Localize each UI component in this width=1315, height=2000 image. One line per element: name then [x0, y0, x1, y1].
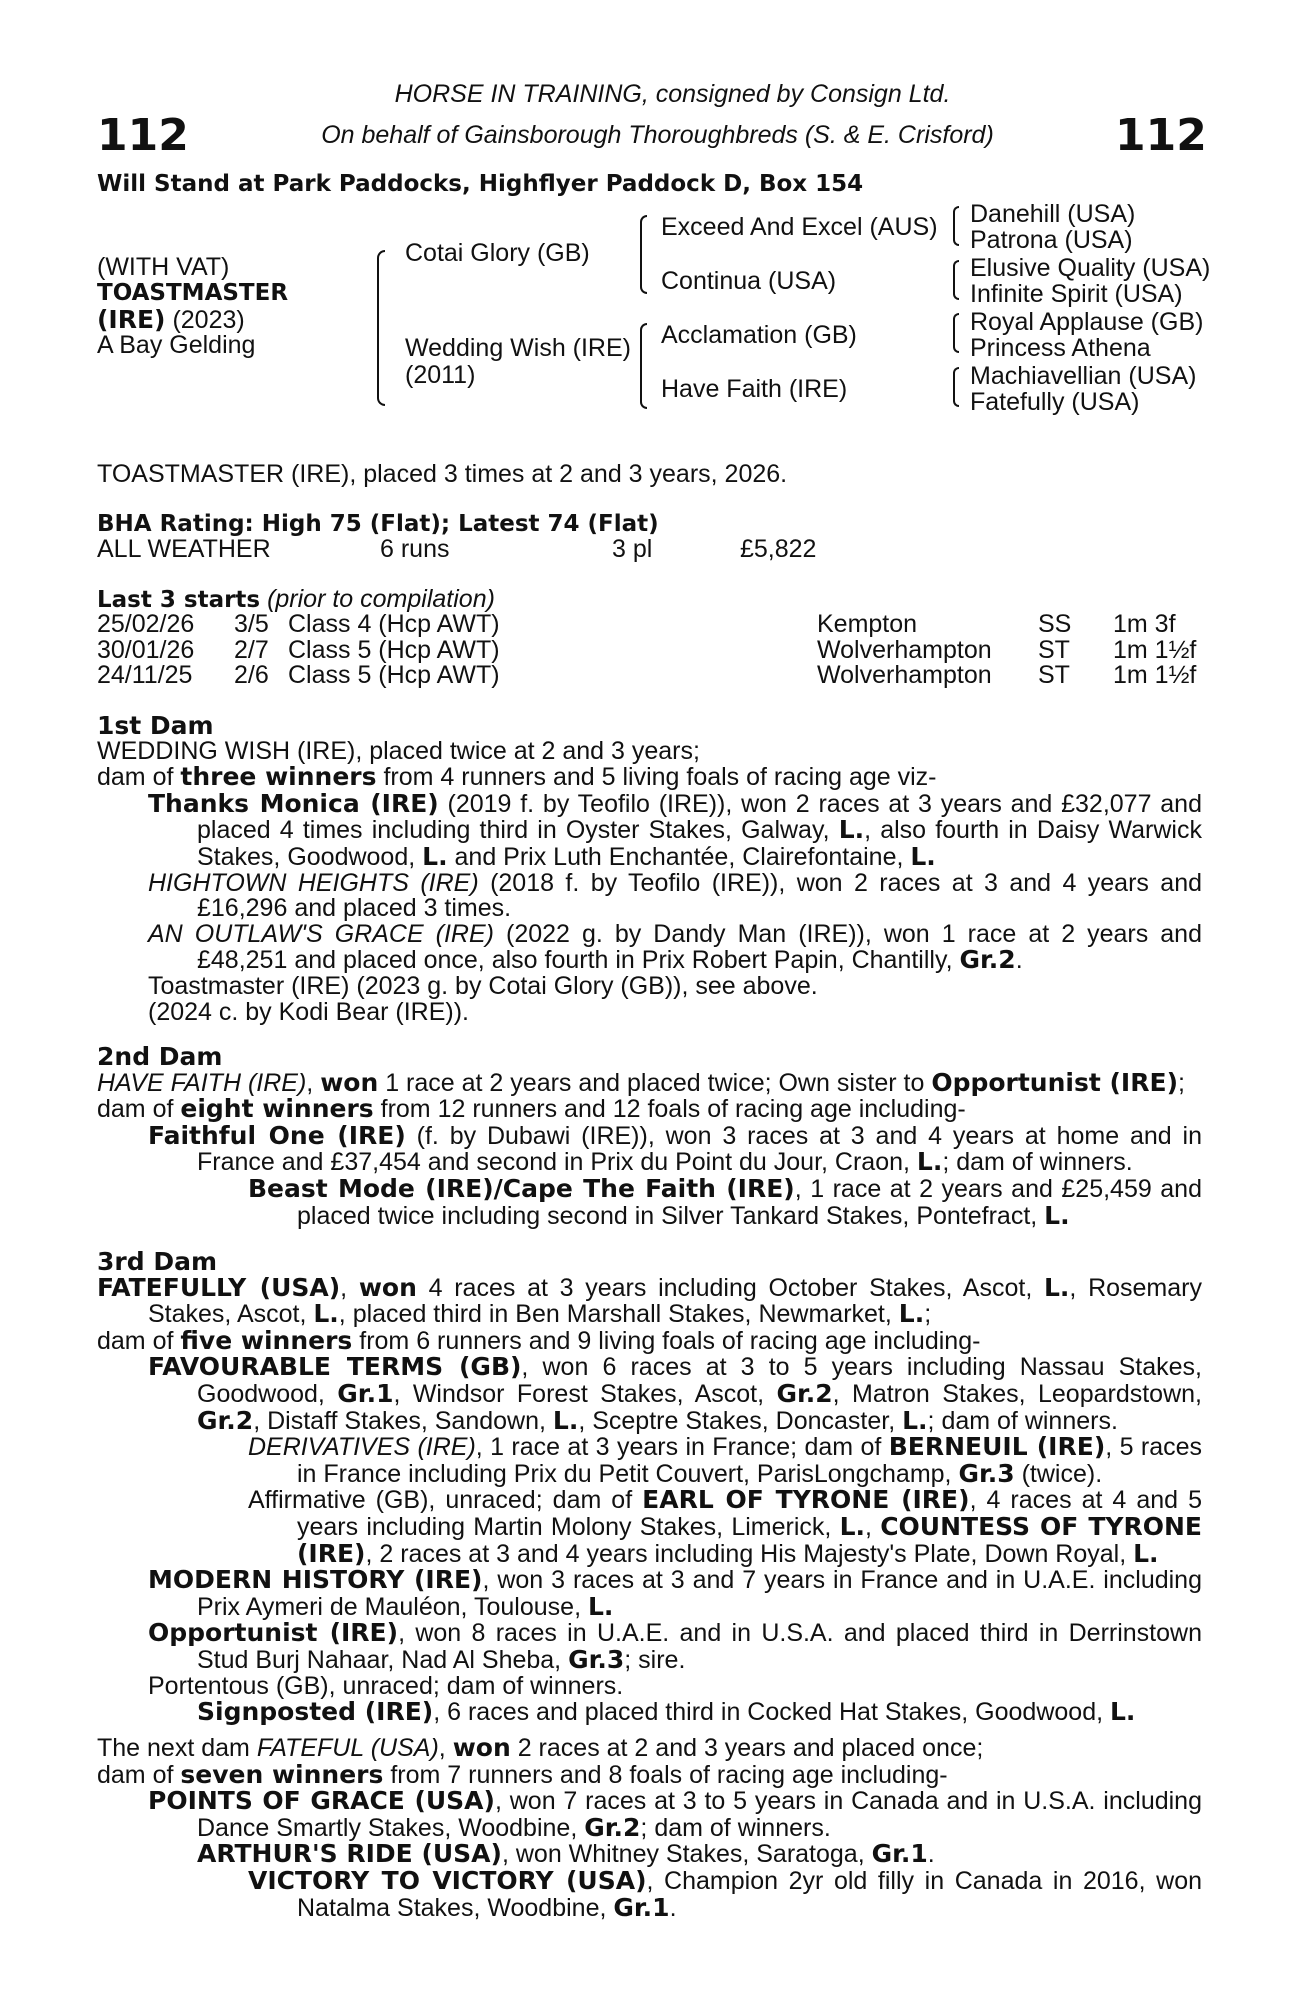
start-distance: 1m 1½f	[1113, 635, 1197, 664]
rating-placed: 3 pl	[612, 535, 653, 563]
pedigree-brace-ss	[953, 206, 959, 246]
text: Affirmative (GB), unraced; dam of	[248, 1486, 643, 1515]
third-dam-line2	[97, 1325, 1202, 1355]
start-distance: 1m 1½f	[1113, 661, 1197, 690]
start-position: 2/7	[234, 635, 269, 664]
text: ,	[865, 1512, 881, 1541]
text: , Windsor Forest Stakes, Ascot,	[393, 1379, 777, 1408]
text: , Sceptre Stakes, Doncaster,	[578, 1406, 903, 1435]
text: 4 races at 3 years including October Stakes, Ascot,	[416, 1273, 1044, 1302]
sibling-name: Opportunist (IRE)	[931, 1067, 1178, 1097]
pedigree-brace-sire	[640, 215, 647, 294]
pedigree-dam-year: (2011)	[405, 361, 476, 389]
race-grade: Gr.2	[584, 1812, 641, 1842]
pedigree-sire: Cotai Glory (GB)	[405, 239, 590, 267]
race-grade: Gr.2	[959, 945, 1016, 975]
race-grade: Gr.1	[871, 1839, 928, 1869]
text: , won 6 races at 3 to 5 years including Nassau Stakes, Goodwood,	[197, 1353, 1202, 1408]
progeny-entry: (2024 c. by Kodi Bear (IRE)).	[148, 997, 469, 1026]
text: ;	[924, 1300, 932, 1329]
start-position: 3/5	[234, 610, 269, 638]
text: dam of	[97, 1760, 181, 1789]
text: , won 3 races at 3 and 7 years in France and in U.A.E. including Prix Aymeri de Mauléon, Toulouse,	[197, 1566, 1202, 1621]
text: ,	[438, 1734, 453, 1762]
race-grade: L.	[838, 815, 865, 845]
pedigree-dam-dam: Have Faith (IRE)	[661, 375, 848, 403]
text: , placed third in Ben Marshall Stakes, Newmarket,	[338, 1300, 899, 1329]
winners-count: five winners	[180, 1325, 353, 1355]
race-grade: Gr.1	[337, 1378, 394, 1408]
vat-note: (WITH VAT)	[97, 253, 230, 281]
race-grade: Gr.1	[613, 1892, 670, 1922]
progeny-entry: Toastmaster (IRE) (2023 g. by Cotai Glory (GB)), see above.	[148, 971, 818, 1000]
start-position: 2/6	[234, 661, 269, 690]
pedigree-brace-dam	[640, 323, 647, 409]
text: dam of	[97, 1326, 181, 1355]
start-going: SS	[1038, 610, 1072, 638]
text: , 1 race at 2 years and £25,459 and placed twice including second in Silver Tankard Stakes, Pontefract,	[297, 1174, 1202, 1230]
header-on-behalf: On behalf of Gainsborough Thoroughbreds (S. & E. Crisford)	[321, 121, 994, 149]
stand-location: Will Stand at Park Paddocks, Highflyer Paddock D, Box 154	[97, 171, 864, 197]
progeny-entry	[97, 1699, 1202, 1726]
progeny-entry	[97, 1434, 1202, 1487]
progeny-name: MODERN HISTORY (IRE)	[148, 1565, 483, 1595]
text: (2022 g. by Dandy Man (IRE)), won 1 race at 2 years and £48,251 and placed once, also fourth in Prix Robert Papin, Chantilly,	[197, 919, 1202, 975]
race-grade: L.	[587, 1591, 614, 1621]
race-grade: L.	[313, 1299, 339, 1329]
pedigree-sds: Elusive Quality (USA)	[970, 254, 1211, 282]
start-distance: 1m 3f	[1113, 610, 1176, 638]
text: from 7 runners and 8 foals of racing age including-	[383, 1760, 948, 1789]
start-going: ST	[1038, 661, 1070, 690]
text: ; dam of winners.	[942, 1148, 1133, 1177]
progeny-name: AN OUTLAW'S GRACE (IRE)	[148, 919, 494, 948]
progeny-entry: Portentous (GB), unraced; dam of winners.	[148, 1671, 624, 1700]
bha-rating: BHA Rating: High 75 (Flat); Latest 74 (Flat)	[97, 511, 659, 537]
horse-name: TOASTMASTER	[97, 280, 289, 306]
horse-country: (IRE)	[97, 305, 166, 334]
lot-number-right: 112	[1115, 110, 1207, 161]
rating-runs: 6 runs	[380, 535, 450, 563]
text: won	[452, 1733, 511, 1762]
text: won	[358, 1272, 417, 1302]
pedigree-dsd: Princess Athena	[970, 334, 1151, 362]
text: ,	[306, 1068, 321, 1097]
text: ; dam of winners.	[927, 1406, 1118, 1435]
text: , won 7 races at 3 to 5 years in Canada and in U.S.A. including Dance Smartly Stakes, Woodbine,	[197, 1787, 1202, 1842]
third-dam-title: 3rd Dam	[97, 1247, 217, 1276]
text: won	[320, 1067, 379, 1097]
progeny-entry	[97, 1354, 1202, 1434]
grand-progeny-name: VICTORY TO VICTORY (USA)	[248, 1865, 647, 1895]
last-starts-title: Last 3 starts	[97, 587, 261, 613]
winners-count: three winners	[180, 762, 377, 792]
race-grade: L.	[1133, 1538, 1159, 1568]
text: 1 race at 2 years and placed twice; Own sister to	[378, 1068, 932, 1097]
text: , 2 races at 3 and 4 years including His Majesty's Plate, Down Royal,	[365, 1539, 1134, 1568]
progeny-name: HIGHTOWN HEIGHTS (IRE)	[148, 868, 479, 897]
horse-year: (2023)	[172, 306, 245, 334]
second-dam-title: 2nd Dam	[97, 1042, 223, 1071]
header-consignor: HORSE IN TRAINING, consigned by Consign Ltd.	[394, 80, 951, 108]
next-dam-line1	[97, 1735, 1202, 1762]
progeny-name: Thanks Monica (IRE)	[148, 788, 439, 818]
progeny-name: FAVOURABLE TERMS (GB)	[148, 1352, 522, 1382]
text: from 6 runners and 9 living foals of racing age including-	[352, 1326, 981, 1355]
progeny-name: Beast Mode (IRE)/Cape The Faith (IRE)	[248, 1173, 795, 1203]
next-dam-line2	[97, 1759, 1202, 1789]
progeny-entry	[97, 1567, 1202, 1620]
race-grade: L.	[1110, 1697, 1136, 1727]
next-dam-section	[97, 1735, 1202, 1921]
pedigree-dds: Machiavellian (USA)	[970, 362, 1197, 390]
text: from 12 runners and 12 foals of racing age including-	[373, 1095, 966, 1124]
race-summary: TOASTMASTER (IRE), placed 3 times at 2 and 3 years, 2026.	[97, 460, 788, 488]
text: ,	[340, 1273, 359, 1302]
rating-earnings: £5,822	[740, 535, 817, 563]
text: and Prix Luth Enchantée, Clairefontaine,	[447, 842, 911, 871]
start-course: Kempton	[817, 610, 918, 638]
race-grade: L.	[916, 1147, 943, 1177]
text: , 6 races and placed third in Cocked Hat Stakes, Goodwood,	[433, 1698, 1110, 1727]
race-grade: Gr.2	[197, 1405, 254, 1435]
progeny-name: Opportunist (IRE)	[148, 1618, 399, 1648]
first-dam-line1: WEDDING WISH (IRE), placed twice at 2 and 3 years;	[97, 736, 700, 765]
progeny-entry	[97, 1841, 1202, 1868]
pedigree-dam: Wedding Wish (IRE)	[405, 334, 631, 362]
start-date: 24/11/25	[97, 661, 193, 690]
start-race: Class 4 (Hcp AWT)	[288, 610, 500, 638]
text: The next dam	[97, 1734, 257, 1762]
second-dam-line1	[97, 1067, 1202, 1097]
progeny-name: POINTS OF GRACE (USA)	[148, 1786, 495, 1816]
pedigree-dss: Royal Applause (GB)	[970, 308, 1204, 336]
race-grade: L.	[1043, 1272, 1070, 1302]
text: ; dam of winners.	[640, 1813, 831, 1842]
race-grade: L.	[1044, 1200, 1070, 1230]
pedigree-sss: Danehill (USA)	[970, 200, 1136, 228]
first-dam-title: 1st Dam	[97, 711, 214, 740]
grand-progeny-name: EARL OF TYRONE (IRE)	[642, 1485, 970, 1515]
text: .	[1015, 946, 1023, 975]
text: (f. by Dubawi (IRE)), won 3 races at 3 and 4 years at home and in France and £37,454 and second in Prix du Point du Jour, Craon,	[197, 1121, 1202, 1177]
race-grade: Gr.2	[776, 1378, 833, 1408]
race-grade: L.	[422, 841, 448, 871]
progeny-entry	[97, 919, 1202, 975]
horse-origin-year	[97, 307, 245, 334]
progeny-entry	[97, 1620, 1202, 1673]
race-grade: Gr.3	[568, 1644, 625, 1674]
race-grade: L.	[898, 1299, 925, 1329]
lot-number-left: 112	[97, 110, 189, 161]
text: , Rosemary Stakes, Ascot,	[148, 1273, 1202, 1329]
pedigree-ssd: Patrona (USA)	[970, 226, 1133, 254]
text: from 4 runners and 5 living foals of racing age viz-	[376, 763, 937, 792]
grand-progeny-name: COUNTESS OF TYRONE (IRE)	[297, 1511, 1202, 1568]
text: .	[669, 1893, 677, 1922]
text: 2 races at 2 and 3 years and placed once;	[510, 1734, 984, 1762]
pedigree-ddd: Fatefully (USA)	[970, 388, 1140, 416]
text: .	[927, 1840, 935, 1869]
race-grade: L.	[839, 1511, 866, 1541]
third-dam-section	[97, 1249, 1202, 1726]
start-date: 25/02/26	[97, 610, 195, 638]
last-starts-note: (prior to compilation)	[267, 585, 495, 613]
progeny-name: Signposted (IRE)	[197, 1697, 434, 1727]
race-grade: L.	[910, 841, 936, 871]
progeny-entry	[97, 1173, 1202, 1230]
race-grade: L.	[552, 1405, 579, 1435]
grand-progeny-name: BERNEUIL (IRE)	[888, 1432, 1106, 1462]
pedigree-brace-dd	[953, 367, 959, 407]
start-date: 30/01/26	[97, 635, 195, 664]
second-dam-line2	[97, 1096, 1202, 1123]
text: ;	[1178, 1068, 1185, 1097]
text: (2019 f. by Teofilo (IRE)), won 2 races at 3 years and £32,077 and placed 4 times including third in Oyster Stakes, Galway,	[197, 789, 1202, 845]
progeny-entry	[97, 868, 1203, 923]
race-grade: Gr.3	[958, 1458, 1015, 1488]
progeny-name: DERIVATIVES (IRE)	[248, 1433, 476, 1462]
third-dam-line1	[97, 1272, 1202, 1329]
start-race: Class 5 (Hcp AWT)	[288, 661, 500, 690]
text: , won Whitney Stakes, Saratoga,	[501, 1840, 872, 1869]
start-course: Wolverhampton	[817, 635, 992, 664]
text: , 5 races in France including Prix du Petit Couvert, ParisLongchamp,	[297, 1433, 1202, 1488]
second-dam-section	[97, 1044, 1202, 1229]
text: ; sire.	[624, 1645, 686, 1674]
progeny-entry	[97, 1865, 1202, 1922]
horse-description: A Bay Gelding	[97, 331, 256, 359]
text: (2018 f. by Teofilo (IRE)), won 2 races at 3 and 4 years and £16,296 and placed 3 times.	[197, 868, 1203, 923]
text: dam of	[97, 763, 181, 792]
text: , Matron Stakes, Leopardstown,	[832, 1379, 1202, 1408]
text: , Distaff Stakes, Sandown,	[253, 1406, 553, 1435]
text: , Champion 2yr old filly in Canada in 2016, won Natalma Stakes, Woodbine,	[297, 1866, 1202, 1922]
start-going: ST	[1038, 635, 1070, 664]
dam-name: FATEFUL (USA)	[256, 1734, 439, 1762]
pedigree-dam-sire: Acclamation (GB)	[661, 321, 857, 349]
progeny-entry	[97, 1120, 1202, 1177]
pedigree-sdd: Infinite Spirit (USA)	[970, 280, 1183, 308]
dam-name: FATEFULLY (USA)	[97, 1272, 341, 1302]
text: , also fourth in Daisy Warwick Stakes, Goodwood,	[197, 816, 1202, 871]
winners-count: eight winners	[180, 1094, 374, 1124]
progeny-entry	[97, 1788, 1202, 1841]
progeny-entry	[97, 1487, 1202, 1567]
text: (twice).	[1014, 1459, 1103, 1488]
pedigree-brace-main	[377, 250, 385, 406]
grand-progeny-name: ARTHUR'S RIDE (USA)	[197, 1839, 502, 1869]
progeny-entry	[97, 788, 1202, 871]
winners-count: seven winners	[180, 1759, 384, 1789]
text: , won 8 races in U.A.E. and in U.S.A. and placed third in Derrinstown Stud Burj Nahaar, Nad Al Sheba,	[197, 1619, 1202, 1674]
text: dam of	[97, 1095, 181, 1124]
start-race: Class 5 (Hcp AWT)	[288, 635, 500, 664]
race-grade: L.	[902, 1405, 928, 1435]
text: , 1 race at 3 years in France; dam of	[475, 1433, 889, 1462]
pedigree-brace-sd	[953, 260, 959, 300]
text: , 4 races at 4 and 5 years including Martin Molony Stakes, Limerick,	[297, 1486, 1202, 1541]
dam-name: HAVE FAITH (IRE)	[97, 1068, 307, 1097]
progeny-name: Faithful One (IRE)	[148, 1120, 406, 1150]
start-course: Wolverhampton	[817, 661, 992, 690]
pedigree-sire-sire: Exceed And Excel (AUS)	[661, 213, 938, 241]
first-dam-section	[97, 713, 1202, 1025]
pedigree-brace-ds	[953, 313, 959, 353]
first-dam-line2	[97, 764, 1202, 791]
pedigree-sire-dam: Continua (USA)	[661, 267, 837, 295]
rating-surface: ALL WEATHER	[97, 535, 271, 563]
